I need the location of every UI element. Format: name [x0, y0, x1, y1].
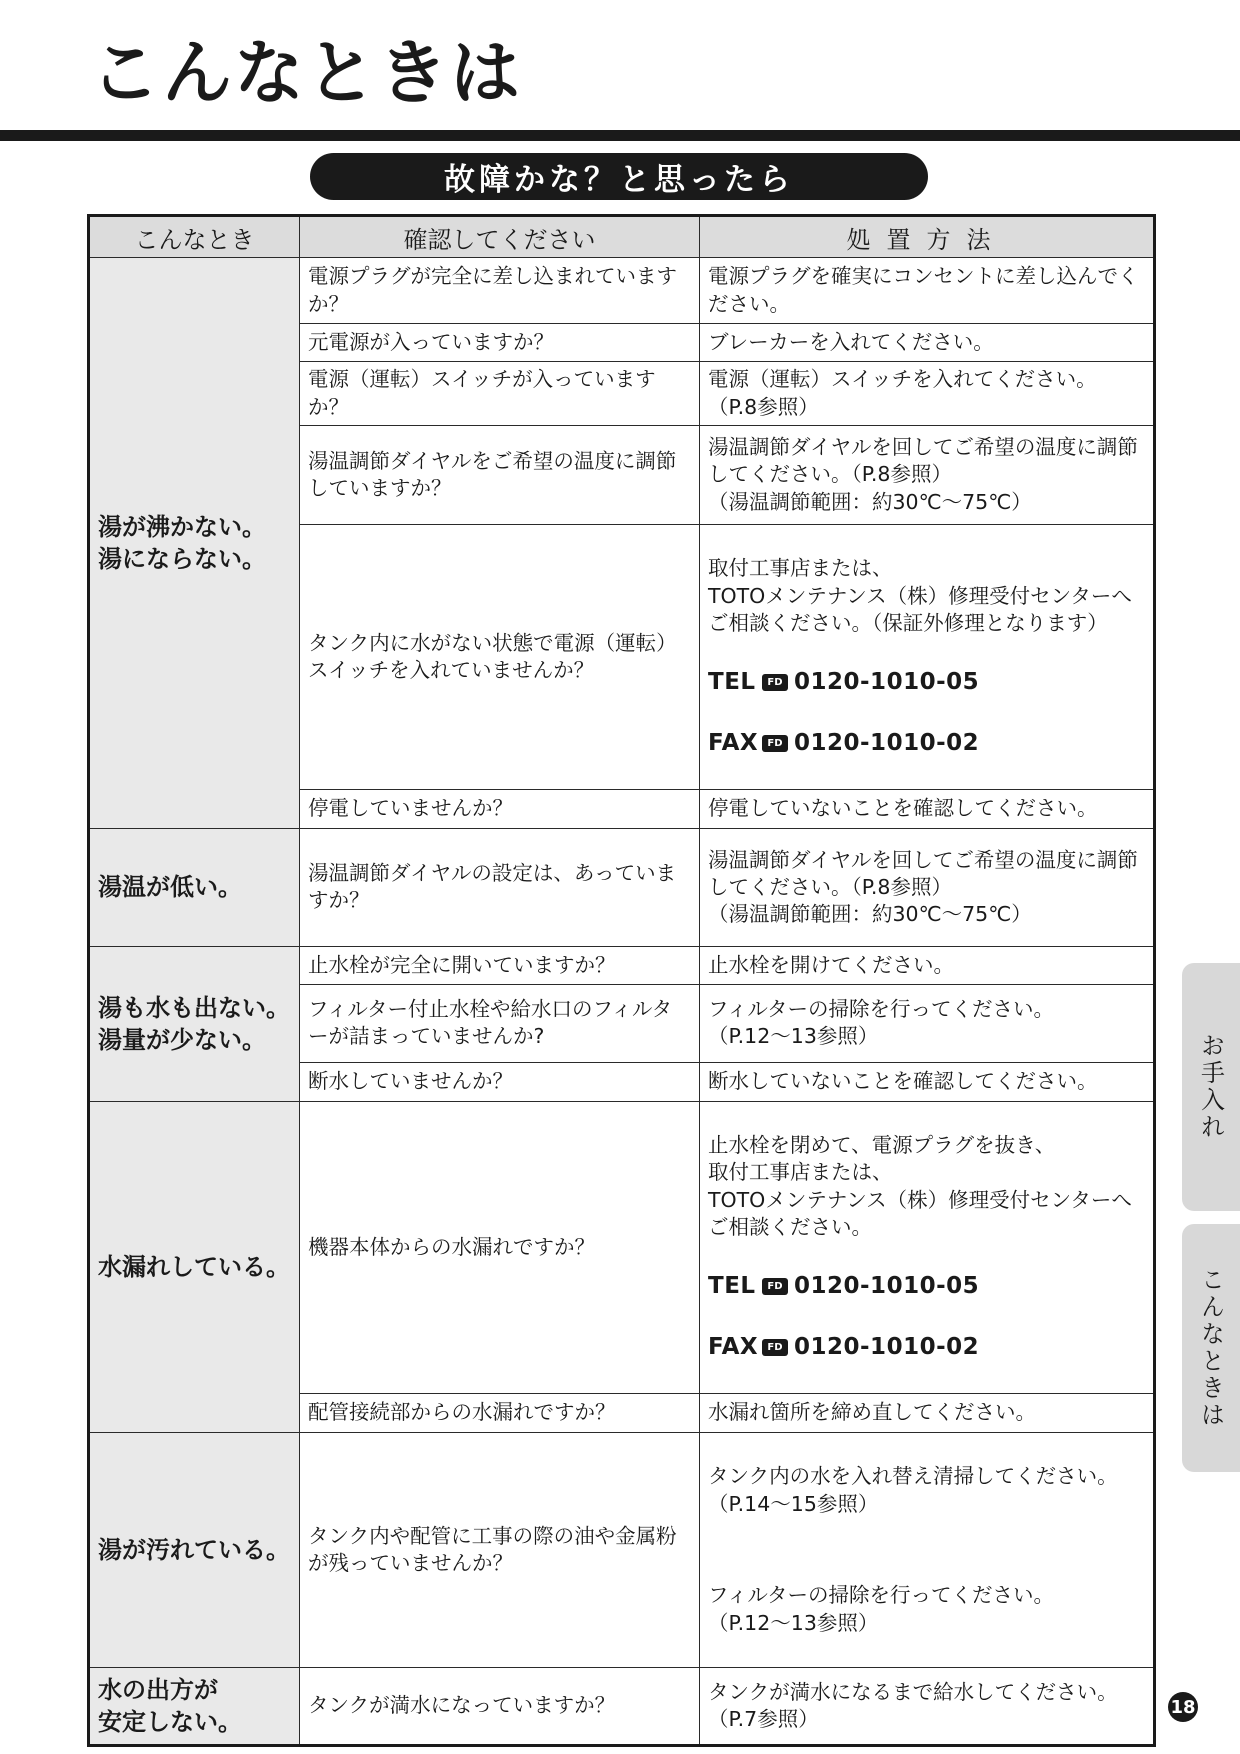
- action-cell: [700, 1101, 1155, 1393]
- side-tab-care[interactable]: [1182, 963, 1240, 1211]
- table-row: [89, 1668, 1155, 1746]
- header-check: 確認してください: [300, 216, 700, 258]
- symptom-cell: 水漏れしている。: [89, 1101, 300, 1432]
- symptom-cell: 湯が沸かない。 湯にならない。: [89, 258, 300, 829]
- check-cell: タンク内や配管に工事の際の油や金属粉が残っていませんか？: [300, 1433, 700, 1668]
- tel-number: [708, 667, 1145, 698]
- fax-value: 0120-1010-02: [794, 730, 980, 757]
- symptom-cell: 湯も水も出ない。 湯量が少ない。: [89, 946, 300, 1101]
- troubleshooting-table: [87, 214, 1156, 1747]
- action-text: タンク内の水を入れ替え清掃してください。 （P.14～15参照）: [708, 1464, 1118, 1516]
- action-cell: [700, 1433, 1155, 1668]
- action-cell: ブレーカーを入れてください。: [700, 324, 1155, 362]
- action-cell: 水漏れ箇所を締め直してください。: [700, 1394, 1155, 1433]
- side-tab-troubleshooting[interactable]: [1182, 1224, 1240, 1472]
- table-row: [89, 1433, 1155, 1668]
- check-cell: 元電源が入っていますか？: [300, 324, 700, 362]
- fax-label: FAX: [708, 730, 759, 757]
- action-cell: 湯温調節ダイヤルを回してご希望の温度に調節してください。（P.8参照） （湯温調節範囲：約30℃～75℃）: [700, 426, 1155, 525]
- action-cell: 断水していないことを確認してください。: [700, 1062, 1155, 1101]
- table-row: [89, 258, 1155, 324]
- table-row: [89, 946, 1155, 984]
- page-number: 18: [1168, 1692, 1198, 1722]
- check-cell: 断水していませんか？: [300, 1062, 700, 1101]
- check-cell: フィルター付止水栓や給水口のフィルターが詰まっていませんか?: [300, 984, 700, 1062]
- tel-label: TEL: [708, 1273, 756, 1300]
- table-header-row: [89, 216, 1155, 258]
- fax-number: [708, 1332, 1145, 1363]
- action-cell: 止水栓を開けてください。: [700, 946, 1155, 984]
- symptom-cell: 水の出方が 安定しない。: [89, 1668, 300, 1746]
- freedial-icon: FD: [762, 674, 788, 691]
- check-cell: 湯温調節ダイヤルをご希望の温度に調節していますか？: [300, 426, 700, 525]
- tel-value: 0120-1010-05: [794, 1273, 980, 1300]
- table-row: [89, 828, 1155, 946]
- action-cell: 停電していないことを確認してください。: [700, 789, 1155, 828]
- header-symptom: こんなとき: [89, 216, 300, 258]
- check-cell: タンクが満水になっていますか？: [300, 1668, 700, 1746]
- title-rule: [0, 130, 1240, 141]
- table-row: [89, 1101, 1155, 1393]
- header-action: 処置方法: [700, 216, 1155, 258]
- tel-value: 0120-1010-05: [794, 669, 980, 696]
- check-cell: 電源（運転）スイッチが入っていますか？: [300, 362, 700, 426]
- check-cell: 停電していませんか？: [300, 789, 700, 828]
- freedial-icon: FD: [762, 1339, 788, 1356]
- action-cell: 湯温調節ダイヤルを回してご希望の温度に調節してください。（P.8参照） （湯温調節範囲：約30℃～75℃）: [700, 828, 1155, 946]
- check-cell: 湯温調節ダイヤルの設定は、あっていますか？: [300, 828, 700, 946]
- check-cell: 止水栓が完全に開いていますか？: [300, 946, 700, 984]
- freedial-icon: FD: [762, 1278, 788, 1295]
- action-text-2: フィルターの掃除を行ってください。 （P.12～13参照）: [708, 1583, 1055, 1635]
- symptom-cell: 湯温が低い。: [89, 828, 300, 946]
- check-cell: タンク内に水がない状態で電源（運転）スイッチを入れていませんか？: [300, 525, 700, 790]
- check-cell: 配管接続部からの水漏れですか？: [300, 1394, 700, 1433]
- side-tab-label: こんなときは: [1196, 1267, 1225, 1429]
- action-cell: 電源プラグを確実にコンセントに差し込んでください。: [700, 258, 1155, 324]
- section-title: 故障かな？と思ったら: [310, 153, 928, 200]
- check-cell: 機器本体からの水漏れですか？: [300, 1101, 700, 1393]
- fax-value: 0120-1010-02: [794, 1334, 980, 1361]
- action-cell: フィルターの掃除を行ってください。 （P.12～13参照）: [700, 984, 1155, 1062]
- action-cell: 電源（運転）スイッチを入れてください。 （P.8参照）: [700, 362, 1155, 426]
- freedial-icon: FD: [762, 735, 788, 752]
- fax-label: FAX: [708, 1334, 759, 1361]
- action-cell: [700, 525, 1155, 790]
- check-cell: 電源プラグが完全に差し込まれていますか？: [300, 258, 700, 324]
- action-text: 止水栓を閉めて、電源プラグを抜き、 取付工事店または、 TOTOメンテナンス（株）修理受付センターへご相談ください。: [708, 1133, 1132, 1239]
- page-title: こんなときは: [90, 32, 522, 114]
- tel-label: TEL: [708, 669, 756, 696]
- tel-number: [708, 1271, 1145, 1302]
- action-cell: タンクが満水になるまで給水してください。 （P.7参照）: [700, 1668, 1155, 1746]
- action-text: 取付工事店または、 TOTOメンテナンス（株）修理受付センターへご相談ください。（保証外修理となります）: [708, 556, 1132, 635]
- side-tab-label: お手入れ: [1196, 1033, 1225, 1141]
- spacer: [708, 1545, 1145, 1555]
- fax-number: [708, 728, 1145, 759]
- symptom-cell: 湯が汚れている。: [89, 1433, 300, 1668]
